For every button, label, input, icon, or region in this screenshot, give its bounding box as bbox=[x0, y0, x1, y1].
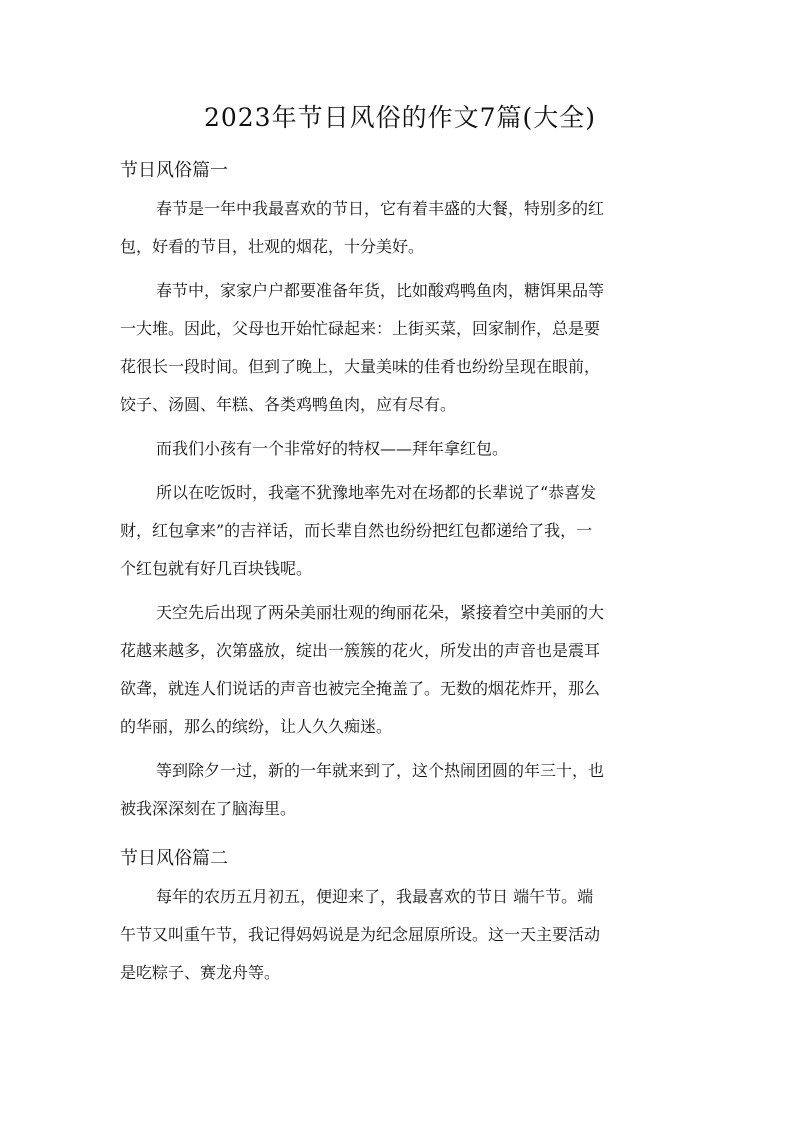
paragraph-line: 是吃粽子、赛龙舟等。 bbox=[120, 963, 281, 982]
paragraph-line: 花越来越多，次第盛放，绽出一簇簇的花火，所发出的声音也是震耳 bbox=[120, 641, 601, 660]
paragraph-line: 被我深深刻在了脑海里。 bbox=[120, 799, 297, 818]
paragraph-line: 等到除夕一过，新的一年就来到了，这个热闹团圆的年三十，也 bbox=[156, 761, 605, 780]
paragraph-line: 所以在吃饭时，我毫不犹豫地率先对在场都的长辈说了“恭喜发 bbox=[156, 483, 597, 502]
paragraph-line: 饺子、汤圆、年糕、各类鸡鸭鱼肉，应有尽有。 bbox=[120, 395, 457, 414]
paragraph-line: 花很长一段时间。但到了晚上，大量美味的佳肴也纷纷呈现在眼前， bbox=[120, 357, 601, 376]
paragraph-line: 一大堆。因此，父母也开始忙碌起来：上街买菜，回家制作，总是要 bbox=[120, 319, 601, 338]
paragraph bbox=[120, 196, 680, 272]
paragraph bbox=[120, 436, 680, 474]
document-body bbox=[120, 152, 680, 998]
paragraph bbox=[120, 758, 680, 834]
paragraph-line: 而我们小孩有一个非常好的特权——拜年拿红包。 bbox=[156, 439, 509, 458]
document-title: 2023年节日风俗的作文7篇(大全) bbox=[203, 103, 597, 132]
section-heading-2: 节日风俗篇二 bbox=[120, 848, 228, 869]
paragraph-line: 欲聋，就连人们说话的声音也被完全掩盖了。无数的烟花炸开，那么 bbox=[120, 679, 601, 698]
paragraph-line: 春节是一年中我最喜欢的节日，它有着丰盛的大餐，特别多的红 bbox=[156, 199, 605, 218]
paragraph-line: 春节中，家家户户都要准备年货，比如酸鸡鸭鱼肉，糖饵果品等 bbox=[156, 281, 605, 300]
paragraph-line: 午节又叫重午节，我记得妈妈说是为纪念屈原所设。这一天主要活动 bbox=[120, 925, 601, 944]
paragraph bbox=[120, 884, 680, 998]
section-heading-1: 节日风俗篇一 bbox=[120, 160, 228, 181]
paragraph-line: 天空先后出现了两朵美丽壮观的绚丽花朵，紧接着空中美丽的大 bbox=[156, 603, 605, 622]
paragraph bbox=[120, 600, 680, 752]
paragraph bbox=[120, 480, 680, 594]
paragraph-line: 个红包就有好几百块钱呢。 bbox=[120, 559, 313, 578]
paragraph-line: 的华丽，那么的缤纷，让人久久痴迷。 bbox=[120, 717, 393, 736]
paragraph bbox=[120, 278, 680, 430]
paragraph-line: 包，好看的节目，壮观的烟花，十分美好。 bbox=[120, 237, 425, 256]
paragraph-line: 每年的农历五月初五，便迎来了，我最喜欢的节日 端午节。端 bbox=[156, 887, 594, 906]
paragraph-line: 财，红包拿来”的吉祥话，而长辈自然也纷纷把红包都递给了我，一 bbox=[120, 521, 593, 540]
